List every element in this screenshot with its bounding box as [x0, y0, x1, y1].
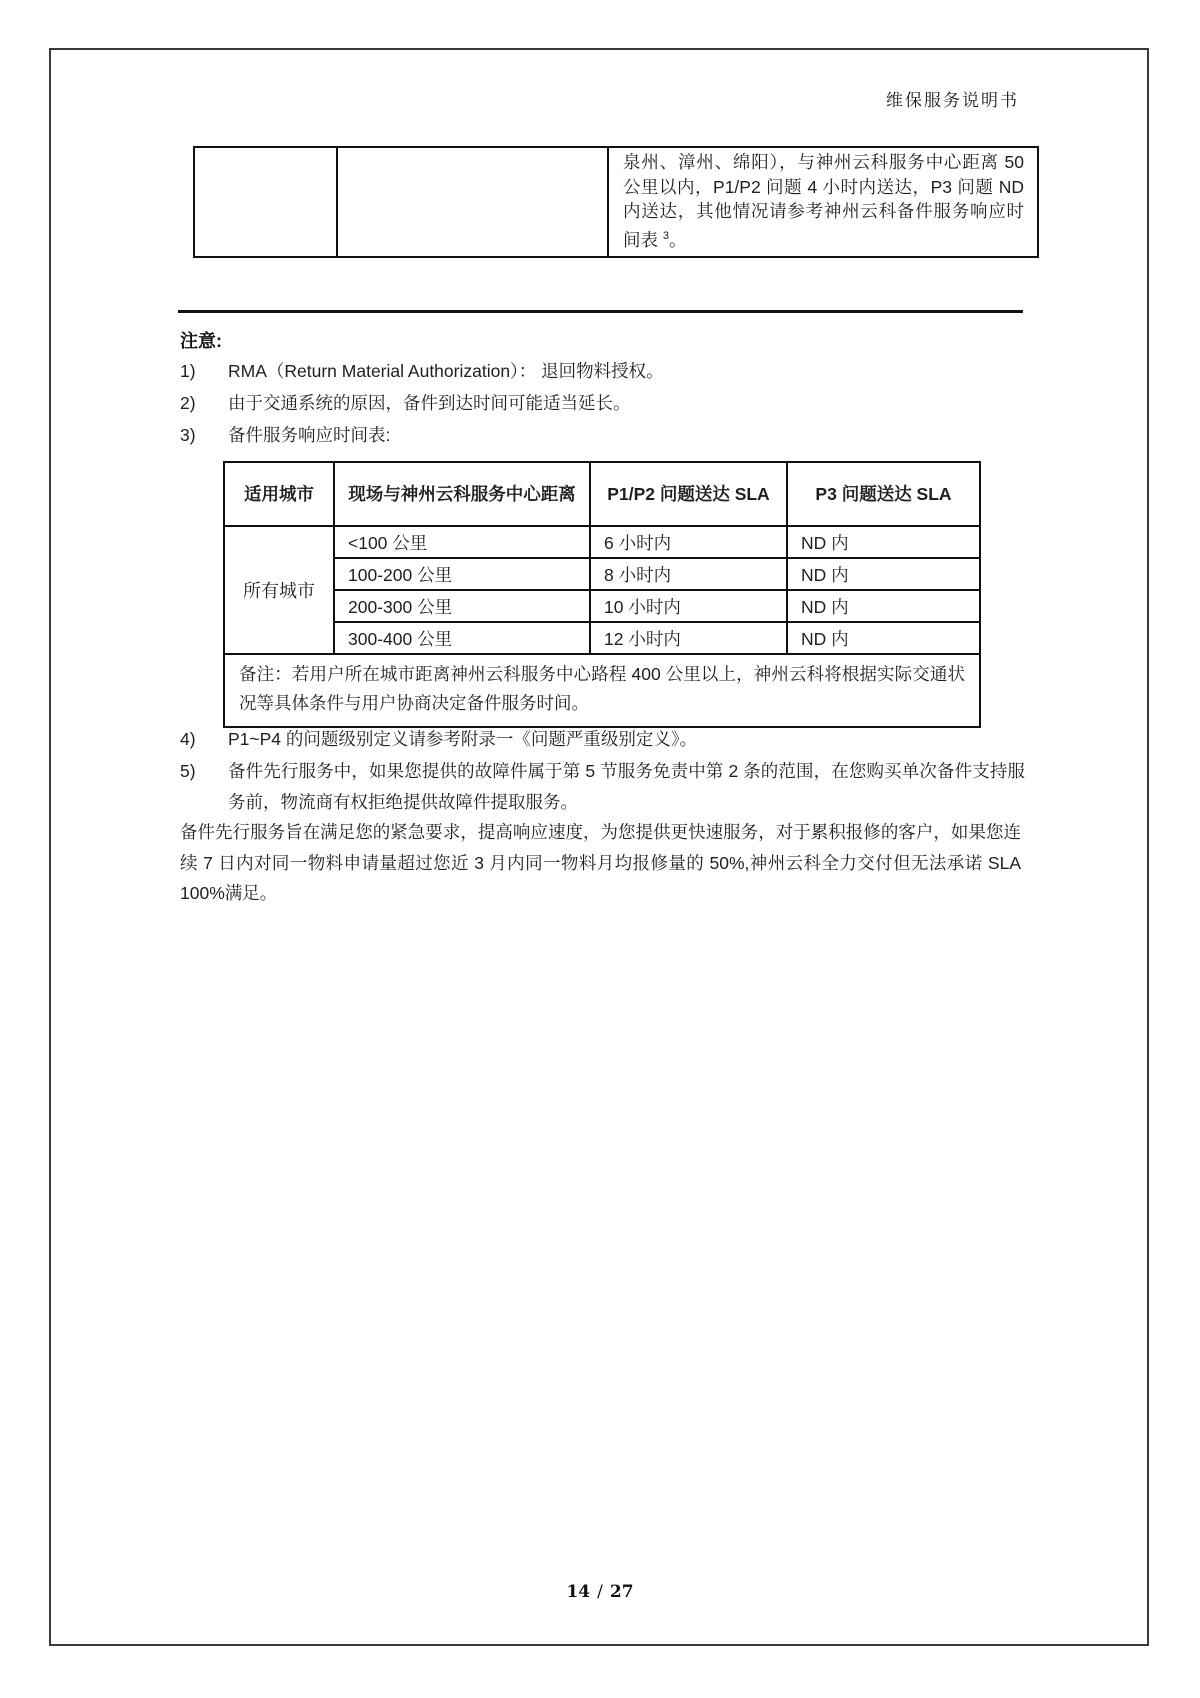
table-note-cell: 备注：若用户所在城市距离神州云科服务中心路程 400 公里以上，神州云科将根据实际交通状况等具体条件与用户协商决定备件服务时间。: [224, 654, 980, 727]
notice-item-3: [180, 420, 1025, 451]
item-number: 5): [180, 761, 196, 781]
total-pages: 27: [609, 1582, 634, 1602]
notice-heading: 注意:: [180, 331, 222, 351]
continuation-text: 泉州、漳州、绵阳），与神州云科服务中心距离 50 公里以内，P1/P2 问题 4 小时内送达，P3 问题 ND 内送达，其他情况请参考神州云科备件服务响应时间表: [623, 152, 1024, 250]
table-note-row: [224, 654, 980, 727]
page-header-title: 维保服务说明书: [886, 91, 1019, 111]
p3-sla-cell: ND 内: [787, 526, 980, 558]
table-row: [224, 558, 980, 590]
p1p2-sla-cell: 6 小时内: [590, 526, 787, 558]
table-row: [224, 622, 980, 654]
table-row: [224, 590, 980, 622]
page-footer: [0, 1582, 1200, 1602]
period: 。: [669, 229, 687, 250]
item-text: 备件服务响应时间表:: [228, 425, 391, 445]
sla-response-time-table: [223, 461, 981, 728]
item-number: 3): [180, 425, 196, 445]
column-header-distance: 现场与神州云科服务中心距离: [334, 462, 590, 526]
continuation-cell-empty-2: [337, 147, 608, 257]
item-number: 1): [180, 361, 196, 381]
item-text: P1~P4 的问题级别定义请参考附录一《问题严重级别定义》。: [228, 729, 698, 749]
column-header-p1p2-sla: P1/P2 问题送达 SLA: [590, 462, 787, 526]
continuation-cell-empty-1: [194, 147, 337, 257]
continuation-table: [193, 146, 1039, 258]
item-text: 由于交通系统的原因，备件到达时间可能适当延长。: [228, 393, 631, 413]
table-row: [194, 147, 1038, 257]
notice-item-1: [180, 356, 1025, 387]
page-number-separator: /: [597, 1582, 603, 1602]
page-number: 14: [566, 1582, 591, 1602]
distance-cell: 200-300 公里: [334, 590, 590, 622]
item-number: 2): [180, 393, 196, 413]
p1p2-sla-cell: 8 小时内: [590, 558, 787, 590]
item-number: 4): [180, 729, 196, 749]
footnote-ref-3: 3: [662, 229, 669, 242]
column-header-city: 适用城市: [224, 462, 334, 526]
closing-paragraph: 备件先行服务旨在满足您的紧急要求，提高响应速度，为您提供更快速服务，对于累积报修的客户，如果您连续 7 日内对同一物料申请量超过您近 3 月内同一物料月均报修量的 50%,神州云科全力交付但无法承诺 SLA 100%满足。: [180, 822, 1021, 903]
p3-sla-cell: ND 内: [787, 622, 980, 654]
p1p2-sla-cell: 12 小时内: [590, 622, 787, 654]
notice-item-5: [180, 756, 1025, 818]
table-header-row: [224, 462, 980, 526]
table-row: [224, 526, 980, 558]
item-text: 备件先行服务中，如果您提供的故障件属于第 5 节服务免责中第 2 条的范围，在您购买单次备件支持服务前，物流商有权拒绝提供故障件提取服务。: [228, 761, 1025, 812]
distance-cell: <100 公里: [334, 526, 590, 558]
section-divider-rule: [178, 310, 1023, 313]
p3-sla-cell: ND 内: [787, 558, 980, 590]
continuation-cell-text: [608, 147, 1038, 257]
notice-item-4: [180, 724, 1025, 755]
p3-sla-cell: ND 内: [787, 590, 980, 622]
column-header-p3-sla: P3 问题送达 SLA: [787, 462, 980, 526]
distance-cell: 100-200 公里: [334, 558, 590, 590]
notice-item-2: [180, 388, 1025, 419]
distance-cell: 300-400 公里: [334, 622, 590, 654]
p1p2-sla-cell: 10 小时内: [590, 590, 787, 622]
item-text: RMA（Return Material Authorization）： 退回物料授权。: [228, 361, 664, 381]
city-cell: 所有城市: [224, 526, 334, 654]
